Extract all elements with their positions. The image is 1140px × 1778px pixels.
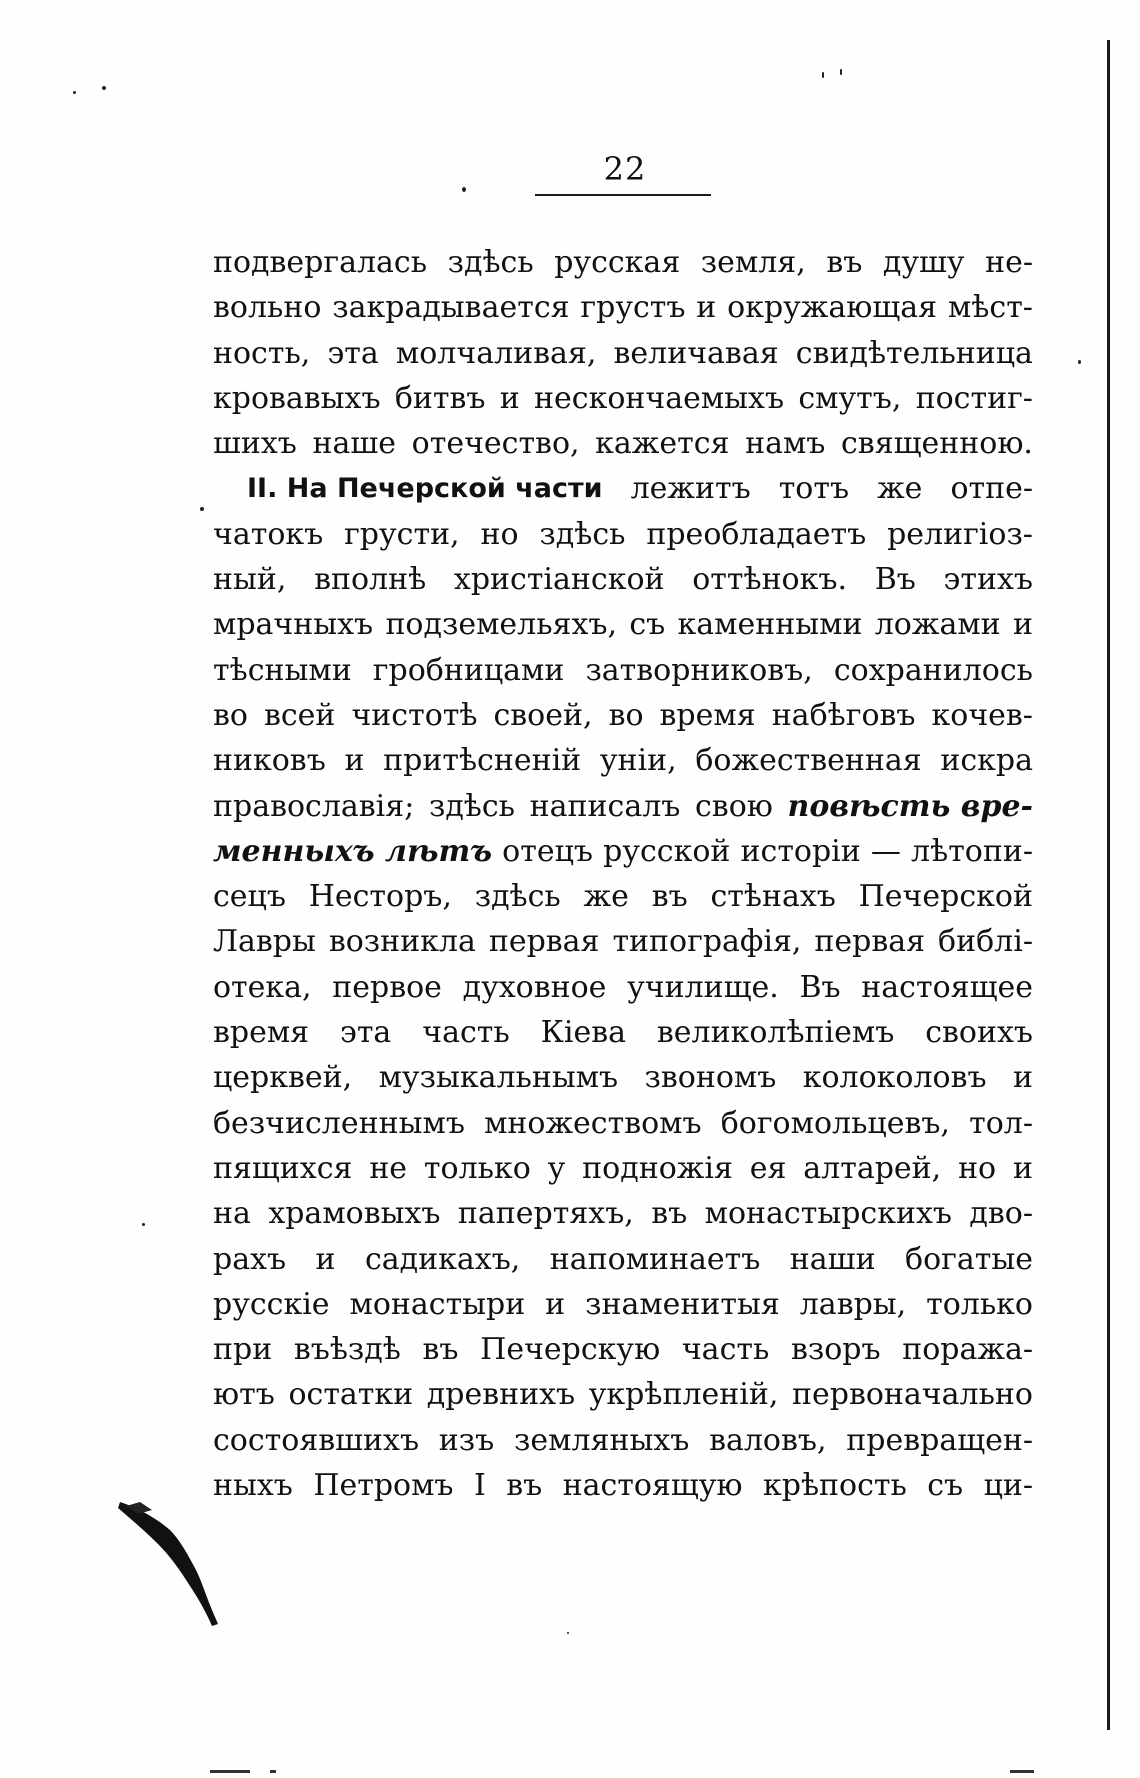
page-number-rule <box>535 194 711 196</box>
word: рахъ <box>213 1241 287 1277</box>
word: библі- <box>938 924 1033 960</box>
word: во <box>608 697 644 733</box>
word: великолѣпіемъ <box>656 1015 895 1051</box>
word: Въ <box>874 562 916 598</box>
word: затворниковъ, <box>585 652 813 688</box>
word: русской <box>603 833 731 869</box>
word: богатые <box>905 1241 1033 1277</box>
word: — <box>870 833 901 869</box>
word: окружающая <box>727 290 938 326</box>
word: съ <box>927 1468 964 1504</box>
word: земляныхъ <box>514 1422 690 1458</box>
text-line <box>213 331 1033 376</box>
word: наше <box>312 426 397 462</box>
word: храмовыхъ <box>268 1196 441 1232</box>
word: только <box>423 1150 531 1186</box>
cropped-next-line <box>210 1768 1050 1774</box>
word: шихъ <box>213 426 297 462</box>
word: грусти, <box>344 516 460 552</box>
word: въѣздѣ <box>293 1332 401 1368</box>
word: лежитъ <box>630 471 751 507</box>
word: отека, <box>213 969 312 1005</box>
text-line <box>213 240 1033 285</box>
text-line <box>213 421 1033 466</box>
page-edge-line <box>1107 40 1110 1730</box>
word: ея <box>749 1150 787 1186</box>
word: алтарей, <box>803 1150 942 1186</box>
word: эта <box>327 335 379 371</box>
word: и <box>499 380 520 416</box>
word: закрадывается <box>332 290 570 326</box>
word: лавры, <box>799 1286 907 1322</box>
word: искра <box>940 743 1033 779</box>
word: подножія <box>582 1150 733 1186</box>
word: изъ <box>438 1422 495 1458</box>
word: величавая <box>613 335 779 371</box>
word: Несторъ, <box>308 879 452 915</box>
word: дво- <box>969 1196 1033 1232</box>
word: мѣст- <box>947 290 1033 326</box>
text-line <box>213 784 1033 829</box>
word: вольно <box>213 290 322 326</box>
word: въ <box>826 245 863 280</box>
word: колоколовъ <box>802 1060 987 1096</box>
word: первоначально <box>792 1377 1033 1413</box>
word: отецъ <box>502 833 593 869</box>
scan-speck <box>102 86 106 90</box>
word: и <box>344 743 365 779</box>
word: часть <box>681 1332 770 1368</box>
word: состоявшихъ <box>213 1422 420 1458</box>
word: божественная <box>695 743 922 779</box>
word: исторіи <box>740 833 861 869</box>
word: и <box>1012 607 1033 643</box>
word: же <box>583 879 629 915</box>
word: знаменитыя <box>585 1286 780 1322</box>
word: не <box>369 1150 408 1186</box>
ink-smudge <box>118 1500 238 1630</box>
word: своихъ <box>925 1015 1033 1051</box>
word: душу <box>882 245 965 280</box>
word: первая <box>488 924 600 960</box>
word: въ <box>506 1468 543 1504</box>
page-number: 22 <box>603 150 647 188</box>
scan-speck <box>1078 360 1081 364</box>
word: при <box>213 1332 273 1368</box>
word: ци- <box>983 1468 1033 1504</box>
word: училище. <box>627 969 779 1005</box>
word: папертяхъ, <box>457 1196 634 1232</box>
word: притѣсненій <box>383 743 582 779</box>
text-line <box>213 466 1033 511</box>
text-line <box>213 557 1033 602</box>
text-line <box>213 285 1033 330</box>
word: напоминаетъ <box>549 1241 761 1277</box>
word: молчаливая, <box>395 335 597 371</box>
word: намъ <box>745 426 826 462</box>
word: грустъ <box>580 290 686 326</box>
word: но <box>958 1150 997 1186</box>
word: первая <box>814 924 926 960</box>
word: въ <box>651 1196 688 1232</box>
word: и <box>1012 1150 1033 1186</box>
text-line <box>213 1418 1033 1463</box>
word: духовное <box>462 969 607 1005</box>
word: настоящее <box>861 969 1033 1005</box>
scan-speck <box>822 72 824 78</box>
word: подвергалась <box>213 245 428 280</box>
word: свидѣтельница <box>795 335 1033 371</box>
word: священною. <box>841 426 1033 462</box>
word: въ <box>651 879 688 915</box>
text-line <box>213 1327 1033 1372</box>
word: и <box>696 290 717 326</box>
word: этихъ <box>943 562 1033 598</box>
text-line <box>213 1055 1033 1100</box>
word: эта <box>340 1015 392 1051</box>
word: не- <box>985 245 1033 280</box>
word: превращен- <box>846 1422 1033 1458</box>
word: повѣсть вре- <box>787 788 1033 824</box>
word: II. На Печерской части <box>247 473 603 505</box>
word: здѣсь <box>447 245 534 280</box>
word: Лавры <box>213 924 316 960</box>
word: пящихся <box>213 1150 353 1186</box>
word: чатокъ <box>213 516 324 552</box>
word: музыкальнымъ <box>378 1060 619 1096</box>
body-text <box>213 240 1033 1508</box>
word: но <box>480 516 519 552</box>
word: ный, <box>213 562 287 598</box>
word: церквей, <box>213 1060 353 1096</box>
text-line <box>213 1372 1033 1417</box>
text-line <box>213 1463 1033 1508</box>
word: кажется <box>595 426 730 462</box>
word: садикахъ, <box>364 1241 521 1277</box>
text-line <box>213 1101 1033 1146</box>
word: и <box>315 1241 336 1277</box>
word: уніи, <box>599 743 677 779</box>
word: наши <box>789 1241 876 1277</box>
scan-speck <box>567 1632 569 1634</box>
text-line <box>213 693 1033 738</box>
word: здѣсь <box>428 788 516 824</box>
word: набѣговъ <box>771 697 916 733</box>
word: богомольцевъ, <box>720 1105 950 1141</box>
word: земля, <box>700 245 806 280</box>
word: гробницами <box>372 652 565 688</box>
word: же <box>877 471 923 507</box>
word: вполнѣ <box>314 562 427 598</box>
word: мрачныхъ <box>213 607 374 643</box>
word: отечество, <box>411 426 580 462</box>
word: только <box>926 1286 1033 1322</box>
word: взоръ <box>790 1332 881 1368</box>
word: и <box>1013 1060 1033 1096</box>
word: ность, <box>213 335 311 371</box>
word: отпе- <box>950 471 1033 507</box>
word: стѣнахъ <box>710 879 836 915</box>
scan-speck <box>840 69 842 75</box>
word: свою <box>695 788 773 824</box>
word: никовъ <box>213 743 326 779</box>
word: кровавыхъ <box>213 380 381 416</box>
text-line <box>213 1146 1033 1191</box>
word: у <box>547 1150 566 1186</box>
word: сохранилось <box>833 652 1033 688</box>
word: валовъ, <box>709 1422 827 1458</box>
word: укрѣпленій, <box>588 1377 779 1413</box>
word: ныхъ <box>213 1468 293 1504</box>
word: время <box>659 697 756 733</box>
word: тѣсными <box>213 652 352 688</box>
text-line <box>213 376 1033 421</box>
word: монастырскихъ <box>704 1196 952 1232</box>
text-line <box>213 1010 1033 1055</box>
word: Печерской <box>858 879 1033 915</box>
word: Въ <box>799 969 841 1005</box>
word: Печерскую <box>480 1332 661 1368</box>
word: безчисленнымъ <box>213 1105 465 1141</box>
word: съ <box>629 607 666 643</box>
text-line <box>213 829 1033 874</box>
word: нескончаемыхъ <box>534 380 785 416</box>
word: постиг- <box>915 380 1033 416</box>
text-line <box>213 965 1033 1010</box>
word: время <box>213 1015 310 1051</box>
text-line <box>213 602 1033 647</box>
word: написалъ <box>529 788 681 824</box>
word: звономъ <box>644 1060 777 1096</box>
scan-speck <box>73 91 76 94</box>
word: оттѣнокъ. <box>692 562 847 598</box>
text-line <box>213 1191 1033 1236</box>
word: всей <box>263 697 336 733</box>
word: поража- <box>902 1332 1033 1368</box>
word: остатки <box>288 1377 414 1413</box>
word: Кіева <box>540 1015 626 1051</box>
word: русскіе <box>213 1286 330 1322</box>
word: настоящую <box>562 1468 743 1504</box>
word: русская <box>554 245 681 280</box>
word: типографія, <box>612 924 802 960</box>
word: тотъ <box>778 471 850 507</box>
word: каменными <box>677 607 863 643</box>
word: лѣтопи- <box>911 833 1033 869</box>
text-line <box>213 738 1033 783</box>
word: здѣсь <box>539 516 626 552</box>
word: религіоз- <box>887 516 1033 552</box>
word: христіанской <box>453 562 665 598</box>
word: въ <box>422 1332 459 1368</box>
text-line <box>213 648 1033 693</box>
word: во <box>213 697 248 733</box>
word: преобладаетъ <box>646 516 867 552</box>
word: древнихъ <box>426 1377 576 1413</box>
word: ложами <box>874 607 1001 643</box>
word: часть <box>422 1015 510 1051</box>
word: первое <box>332 969 442 1005</box>
word: битвъ <box>394 380 486 416</box>
text-line <box>213 1237 1033 1282</box>
word: Петромъ <box>313 1468 454 1504</box>
word: монастыри <box>349 1286 526 1322</box>
text-line <box>213 1282 1033 1327</box>
word: и <box>545 1286 566 1322</box>
word: смутъ, <box>798 380 902 416</box>
word: на <box>213 1196 251 1232</box>
word: крѣпость <box>762 1468 907 1504</box>
word: кочев- <box>931 697 1033 733</box>
text-line <box>213 919 1033 964</box>
word: ютъ <box>213 1377 275 1413</box>
word: менныхъ лѣтъ <box>213 833 493 869</box>
word: сецъ <box>213 879 286 915</box>
word: здѣсь <box>474 879 561 915</box>
word: своей, <box>493 697 593 733</box>
word: множествомъ <box>484 1105 702 1141</box>
text-line <box>213 874 1033 919</box>
word: I <box>473 1468 486 1504</box>
scan-speck <box>200 507 204 511</box>
word: подземельяхъ, <box>385 607 618 643</box>
scan-speck <box>142 1223 145 1226</box>
word: чистотѣ <box>351 697 478 733</box>
word: возникла <box>328 924 476 960</box>
text-line <box>213 512 1033 557</box>
word: тол- <box>969 1105 1033 1141</box>
word: православія; <box>213 788 415 824</box>
scan-speck <box>462 187 466 192</box>
